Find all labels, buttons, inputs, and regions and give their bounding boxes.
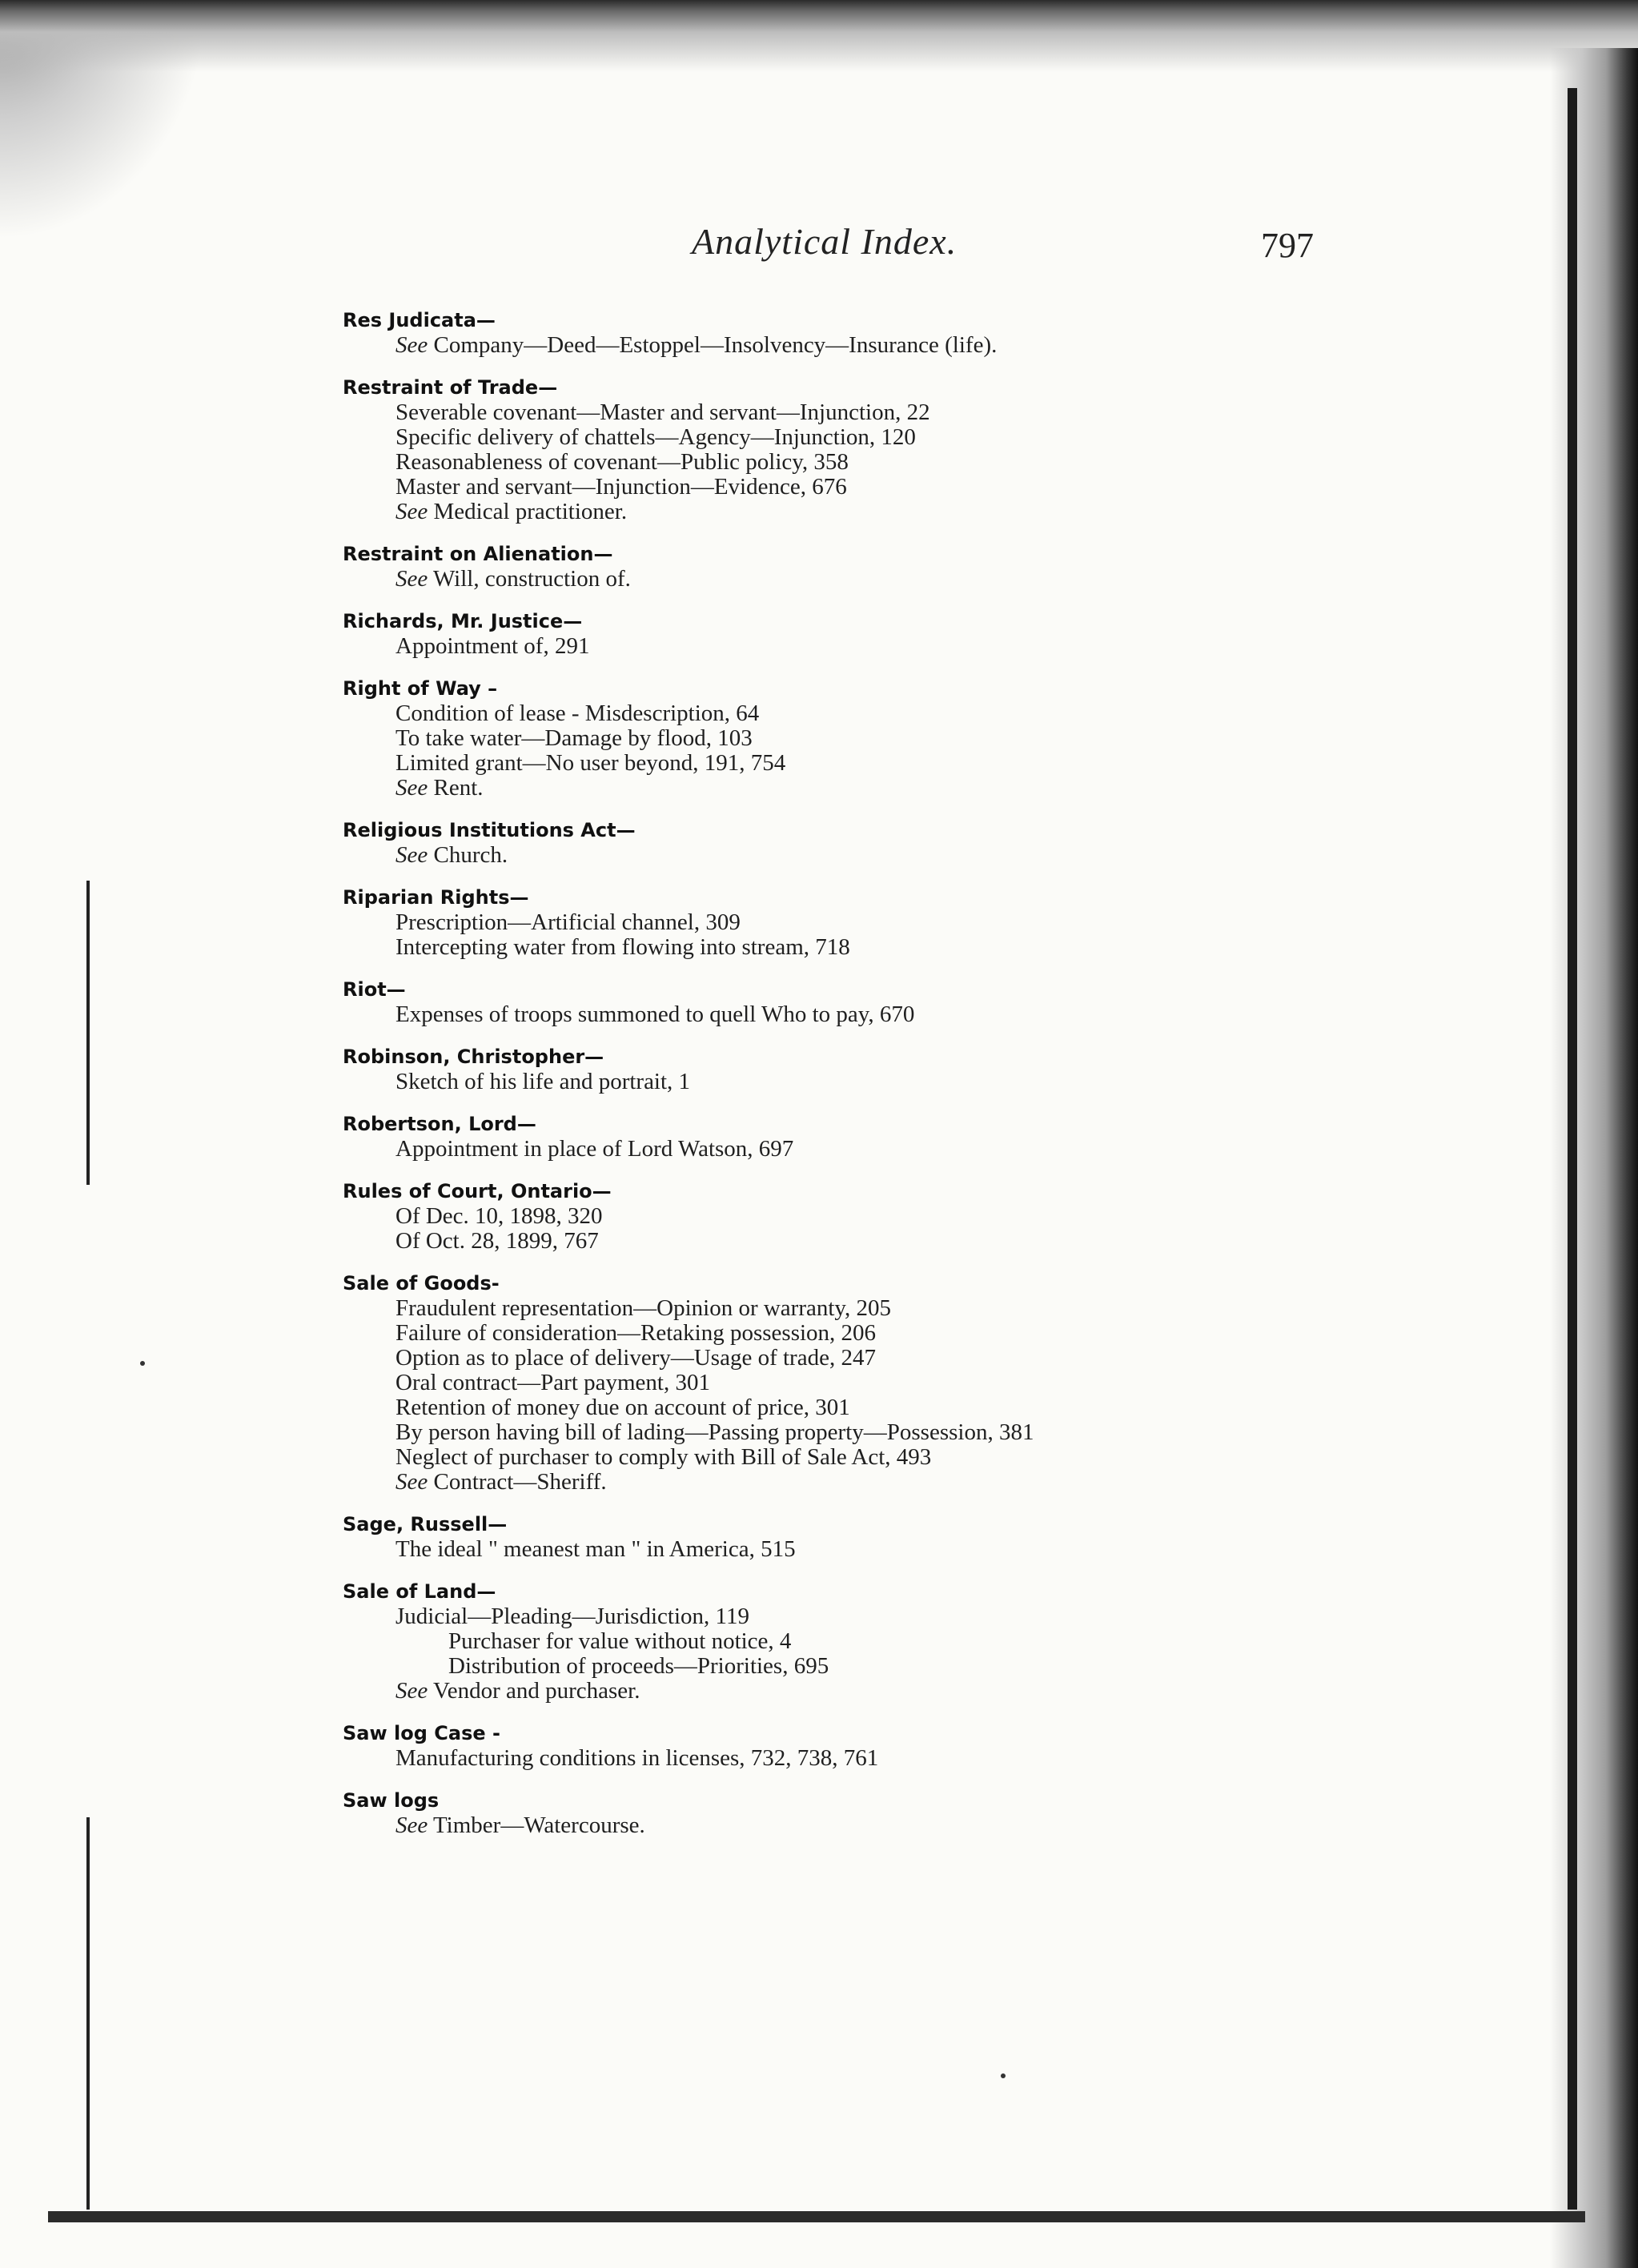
subentry: [343, 1137, 1512, 1162]
page-header: [0, 220, 1638, 284]
entry-heading: Riot—: [343, 978, 406, 1001]
index-entry: [343, 1045, 1512, 1094]
cross-reference: [343, 1679, 1512, 1704]
page-number: 797: [1261, 226, 1314, 265]
entry-heading: Restraint of Trade—: [343, 376, 558, 399]
subentry-text: Manufacturing conditions in licenses, 732, 738, 761: [395, 1745, 879, 1771]
index-entry: [343, 676, 1512, 801]
subentry-text: Master and servant—Injunction—Evidence, 676: [395, 474, 847, 500]
index-entry: [343, 1721, 1512, 1771]
subentry-text: Timber—Watercourse.: [428, 1812, 645, 1838]
cross-reference: [343, 500, 1512, 524]
subentry: [343, 475, 1512, 500]
subentry: [343, 1321, 1512, 1346]
subentry-text: Prescription—Artificial channel, 309: [395, 909, 741, 935]
scan-shadow-top: [0, 0, 1638, 72]
entry-heading: Sale of Land—: [343, 1580, 496, 1603]
subentry: [343, 935, 1512, 960]
subentry: [343, 1537, 1512, 1562]
index-entry: [343, 542, 1512, 592]
see-label: See: [395, 1678, 428, 1704]
subentry: [343, 450, 1512, 475]
subentry-text: By person having bill of lading—Passing property—Possession, 381: [395, 1419, 1034, 1445]
see-label: See: [395, 566, 428, 592]
entry-heading: Richards, Mr. Justice—: [343, 610, 583, 632]
subentry-text: Limited grant—No user beyond, 191, 754: [395, 750, 786, 776]
subentry: [343, 701, 1512, 726]
cross-reference: [343, 1813, 1512, 1838]
subentry-text: Failure of consideration—Retaking possession, 206: [395, 1320, 877, 1346]
index-entry: [343, 1788, 1512, 1838]
subentry: [343, 751, 1512, 776]
subentry-text: Fraudulent representation—Opinion or warranty, 205: [395, 1295, 892, 1321]
index-entry: [343, 1112, 1512, 1162]
entry-heading: Res Judicata—: [343, 309, 496, 331]
see-label: See: [395, 842, 428, 868]
index-entry: [343, 1512, 1512, 1562]
cross-reference: [343, 1470, 1512, 1495]
subentry-text: Purchaser for value without notice, 4: [448, 1628, 792, 1654]
see-label: See: [395, 332, 428, 358]
subentry: [343, 1746, 1512, 1771]
subentry-text: Of Oct. 28, 1899, 767: [395, 1228, 599, 1254]
index-entry: [343, 308, 1512, 358]
subentry-text: Rent.: [428, 775, 484, 801]
page-edge-line: [1568, 88, 1577, 2210]
subentry-text: Specific delivery of chattels—Agency—Injunction, 120: [395, 424, 916, 450]
index-entry: [343, 818, 1512, 868]
subentry-text: Appointment of, 291: [395, 633, 590, 659]
cross-reference: [343, 567, 1512, 592]
subentry-text: Reasonableness of covenant—Public policy, 358: [395, 449, 849, 475]
subentry: [343, 726, 1512, 751]
subentry-text: Option as to place of delivery—Usage of trade, 247: [395, 1345, 876, 1371]
subentry-text: Neglect of purchaser to comply with Bill of Sale Act, 493: [395, 1444, 932, 1470]
subentry: [343, 1002, 1512, 1027]
subentry: [343, 1395, 1512, 1420]
subentry-text: Intercepting water from flowing into stream, 718: [395, 934, 850, 960]
subentry: [343, 910, 1512, 935]
subentry: [343, 1070, 1512, 1094]
entry-heading: Religious Institutions Act—: [343, 819, 636, 841]
scan-edge-right: [1550, 48, 1638, 2268]
subentry-text: Distribution of proceeds—Priorities, 695: [448, 1653, 829, 1679]
see-label: See: [395, 775, 428, 801]
entry-heading: Right of Way –: [343, 677, 498, 700]
speck: [1001, 2073, 1006, 2078]
subentry: [343, 1629, 1512, 1654]
cross-reference: [343, 333, 1512, 358]
subentry-text: Appointment in place of Lord Watson, 697: [395, 1136, 794, 1162]
subentry: [343, 1420, 1512, 1445]
subentry-text: Church.: [428, 842, 508, 868]
subentry: [343, 425, 1512, 450]
subentry: [343, 1654, 1512, 1679]
subentry: [343, 1371, 1512, 1395]
index-entry: [343, 1580, 1512, 1704]
index-entry: [343, 977, 1512, 1027]
see-label: See: [395, 499, 428, 524]
margin-mark: [86, 1817, 90, 2210]
index-entry: [343, 1271, 1512, 1495]
subentry-text: Medical practitioner.: [428, 499, 628, 524]
entry-heading: Restraint on Alienation—: [343, 543, 613, 565]
subentry-text: Vendor and purchaser.: [428, 1678, 640, 1704]
subentry-text: To take water—Damage by flood, 103: [395, 725, 753, 751]
entry-heading: Sale of Goods-: [343, 1272, 500, 1295]
subentry-text: Condition of lease - Misdescription, 64: [395, 700, 760, 726]
subentry-text: Severable covenant—Master and servant—Injunction, 22: [395, 399, 930, 425]
subentry-text: Oral contract—Part payment, 301: [395, 1370, 710, 1395]
entry-heading: Sage, Russell—: [343, 1513, 508, 1535]
index-entry: [343, 1179, 1512, 1254]
scan-edge-bottom: [48, 2211, 1585, 2222]
margin-mark: [86, 881, 90, 1185]
subentry-text: Judicial—Pleading—Jurisdiction, 119: [395, 1604, 749, 1629]
speck: [140, 1361, 145, 1366]
subentry-text: Company—Deed—Estoppel—Insolvency—Insurance (life).: [428, 332, 998, 358]
entry-heading: Riparian Rights—: [343, 886, 529, 909]
entry-heading: Saw logs: [343, 1789, 440, 1812]
subentry-text: Contract—Sheriff.: [428, 1469, 607, 1495]
index-entry: [343, 885, 1512, 960]
subentry-text: Retention of money due on account of price, 301: [395, 1395, 850, 1420]
index-list: [343, 308, 1512, 1856]
subentry-text: Of Dec. 10, 1898, 320: [395, 1203, 603, 1229]
subentry: [343, 1229, 1512, 1254]
subentry-text: Will, construction of.: [428, 566, 631, 592]
subentry-text: Sketch of his life and portrait, 1: [395, 1069, 691, 1094]
see-label: See: [395, 1812, 428, 1838]
entry-heading: Robinson, Christopher—: [343, 1046, 604, 1068]
subentry: [343, 400, 1512, 425]
index-entry: [343, 375, 1512, 524]
entry-heading: Rules of Court, Ontario—: [343, 1180, 612, 1202]
running-title: Analytical Index.: [692, 221, 958, 262]
subentry: [343, 634, 1512, 659]
entry-heading: Saw log Case -: [343, 1722, 500, 1744]
cross-reference: [343, 843, 1512, 868]
subentry: [343, 1204, 1512, 1229]
index-entry: [343, 609, 1512, 659]
subentry-text: Expenses of troops summoned to quell Who to pay, 670: [395, 1002, 915, 1027]
subentry: [343, 1445, 1512, 1470]
see-label: See: [395, 1469, 428, 1495]
subentry: [343, 1346, 1512, 1371]
subentry-text: The ideal " meanest man " in America, 515: [395, 1536, 796, 1562]
subentry: [343, 1296, 1512, 1321]
subentry: [343, 1604, 1512, 1629]
entry-heading: Robertson, Lord—: [343, 1113, 536, 1135]
cross-reference: [343, 776, 1512, 801]
